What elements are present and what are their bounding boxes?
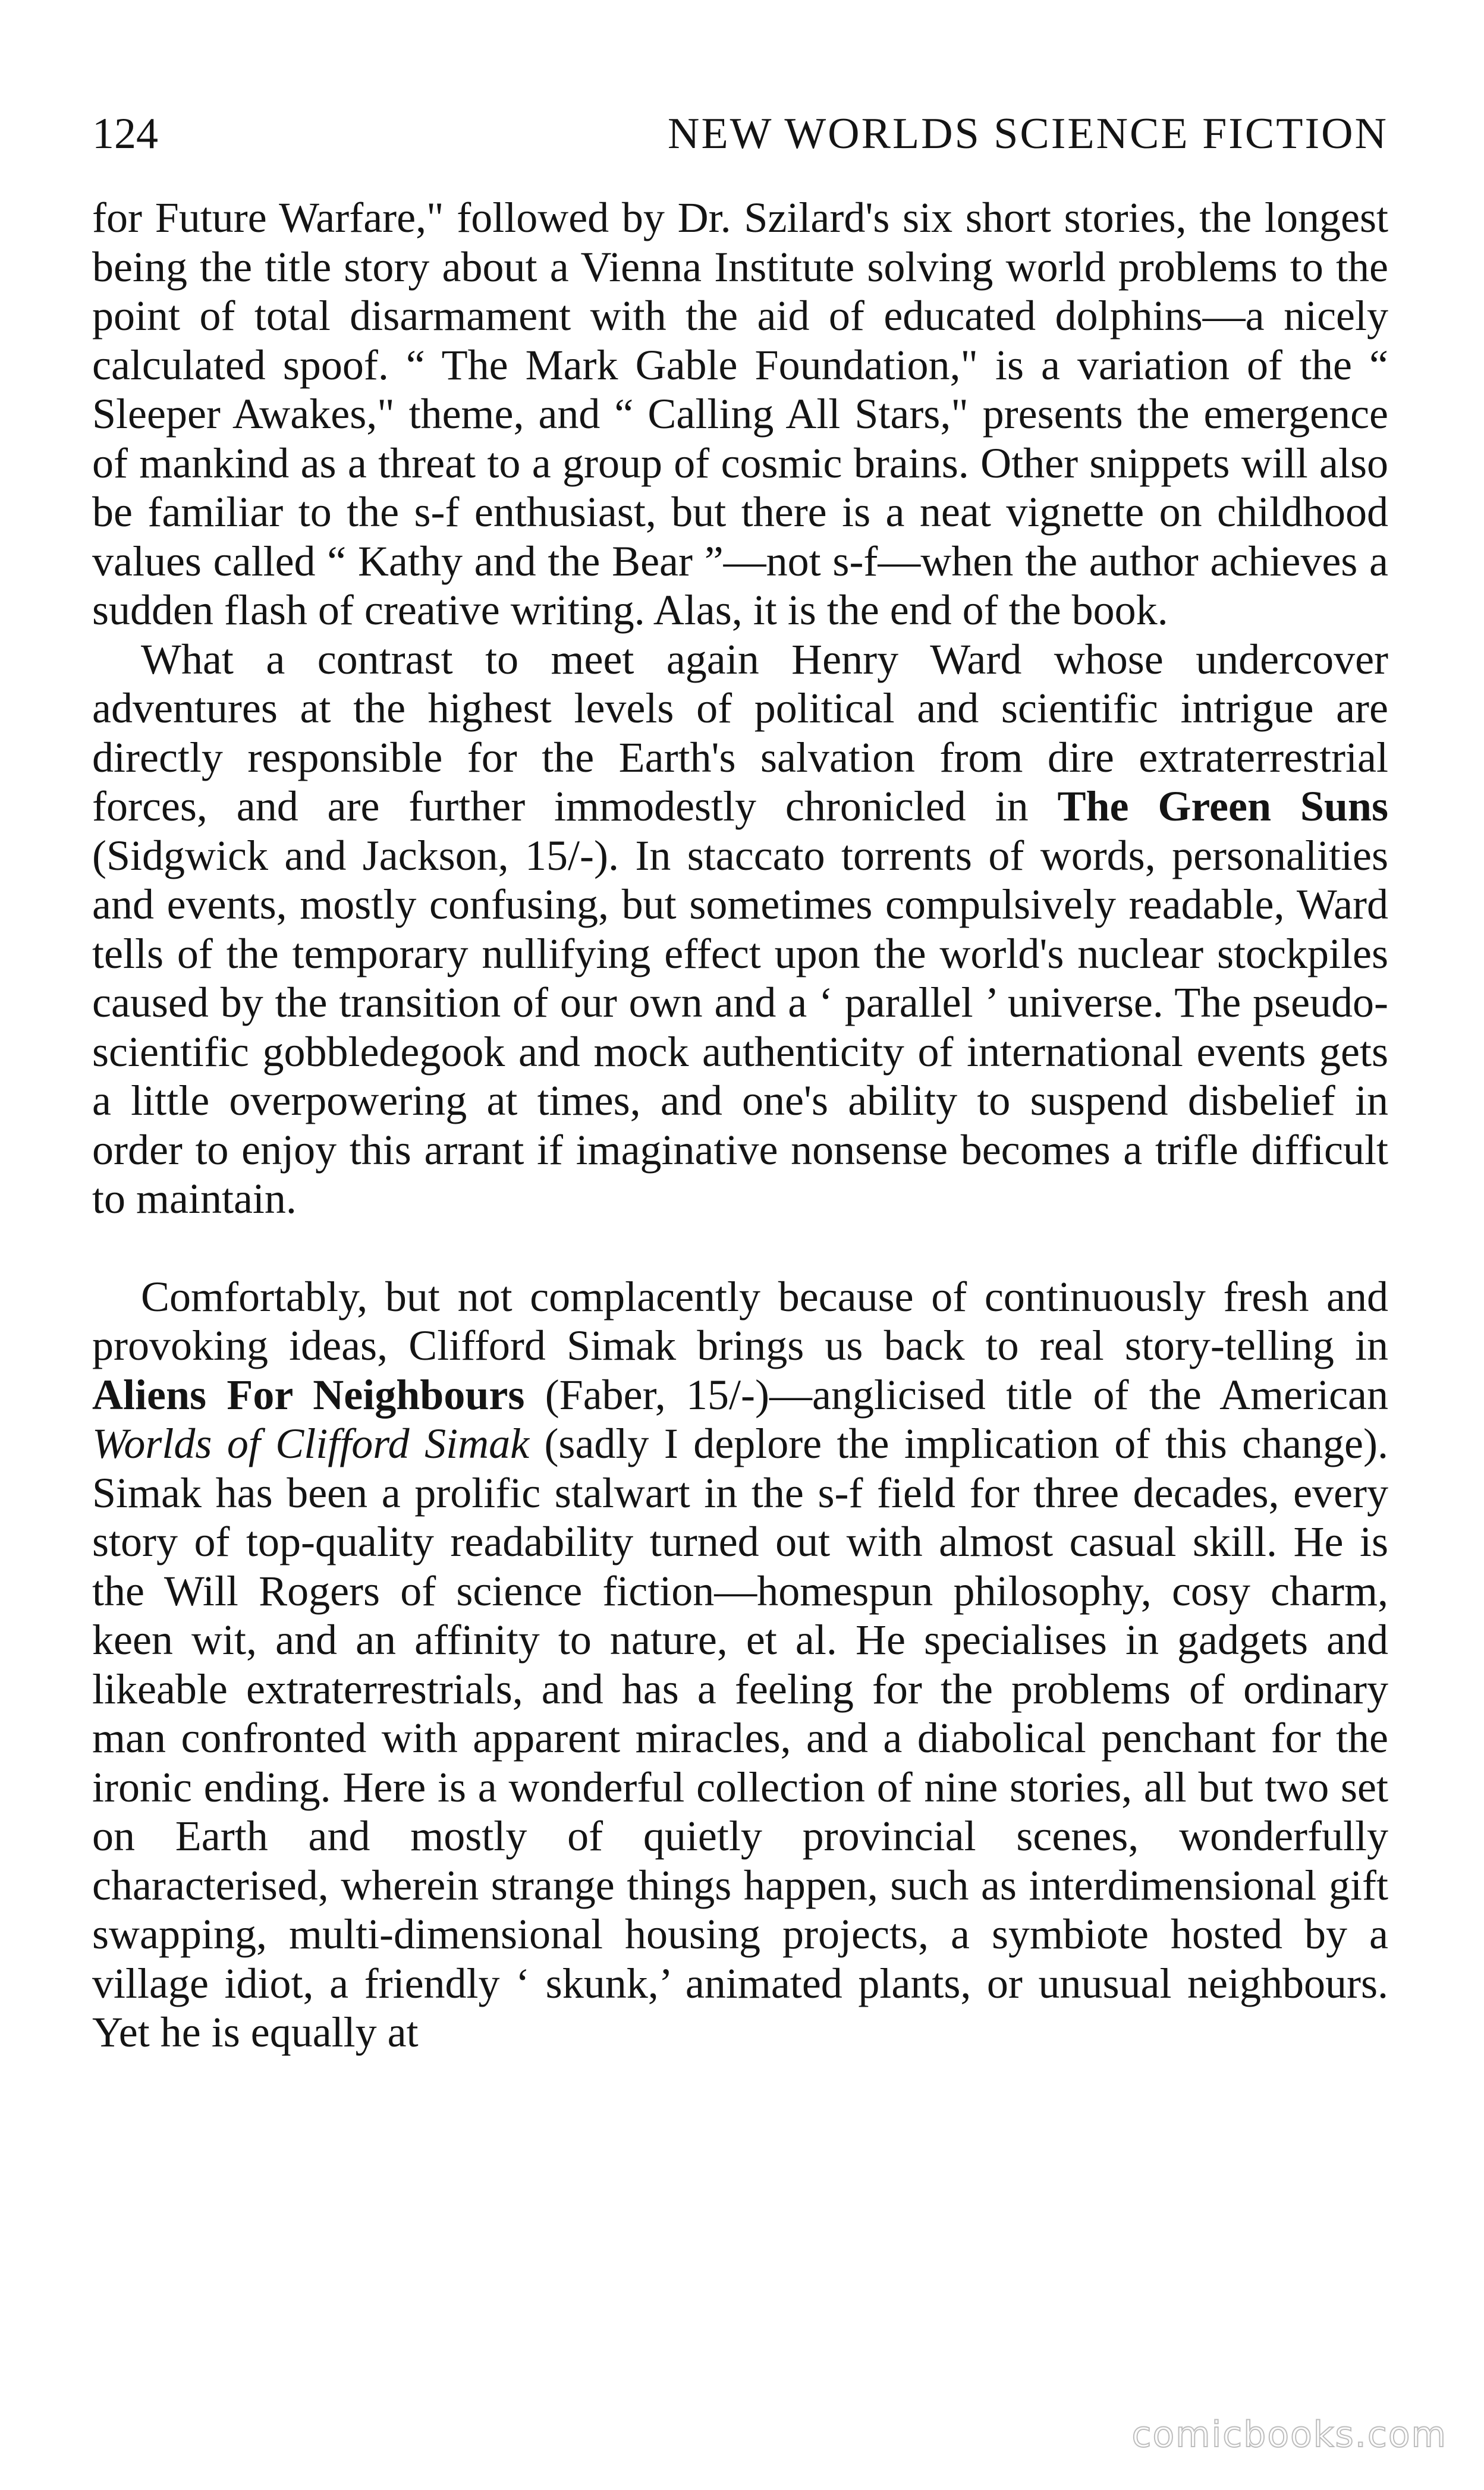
page-number: 124 — [92, 109, 158, 158]
paragraph-szilard-review — [92, 193, 1388, 635]
paragraph-green-suns-review — [92, 635, 1388, 1224]
paragraph-text: for Future Warfare," followed by Dr. Szilard's six short stories, the longest being the title story about a Vienna Institute solving world problems to the point of total disarmament with the aid of educated dolphins—a nicely calculated spoof. “ The Mark Gable Foundation," is a variation of the “ Sleeper Awakes," theme, and “ Calling All Stars," presents the emergence of mankind as a threat to a group of cosmic brains. Other snippets will also be familiar to the s-f enthusiast, but there is a neat vignette on childhood values called “ Kathy and the Bear ”—not s-f—when the author achieves a sudden flash of creative writing. Alas, it is the end of the book. — [92, 194, 1388, 634]
paragraph-text: What a contrast to meet again Henry Ward whose undercover adventures at the highest levels of political and scientific intrigue are directly responsible for the Earth's salvation from dire extraterrestrial forces, and are further immodestly chronicled in — [92, 635, 1388, 830]
paragraph-text: (sadly I deplore the implication of this change). Simak has been a prolific stalwart in the s-f field for three decades, every story of top-quality readability turned out with almost casual skill. He is the Will Rogers of science fiction—homespun philosophy, cosy charm, keen wit, and an affinity to nature, et al. He specialises in gadgets and likeable extraterrestrials, and has a feeling for the problems of ordinary man confronted with apparent miracles, and a diabolical penchant for the ironic ending. Here is a wonderful collection of nine stories, all but two set on Earth and mostly of quietly provincial scenes, wonderfully characterised, wherein strange things happen, such as interdimensional gift swapping, multi-dimensional housing projects, a symbiote hosted by a village idiot, a friendly ‘ skunk,’ animated plants, or unusual neighbours. Yet he is equally at — [92, 1420, 1388, 2056]
watermark: comicbooks.com — [1131, 2414, 1447, 2456]
book-title-aliens-for-neighbours: Aliens For Neighbours — [92, 1370, 525, 1419]
paragraph-text: (Faber, 15/-)—anglicised title of the American — [524, 1370, 1388, 1419]
running-head — [92, 101, 1388, 166]
journal-title: NEW WORLDS SCIENCE FICTION — [668, 109, 1388, 158]
paragraph-text: (Sidgwick and Jackson, 15/-). In staccato torrents of words, personalities and events, mostly confusing, but sometimes compulsively readable, Ward tells of the temporary nullifying effect upon the world's nuclear stockpiles caused by the transition of our own and a ‘ parallel ’ universe. The pseudo-scientific gobbledegook and mock authenticity of international events gets a little overpowering at times, and one's ability to suspend disbelief in order to enjoy this arrant if imaginative nonsense becomes a trifle difficult to maintain. — [92, 831, 1388, 1222]
review-body — [92, 193, 1388, 2057]
paragraph-text: Comfortably, but not complacently because of continuously fresh and provoking ideas, Clifford Simak brings us back to real story-telling in — [92, 1272, 1388, 1369]
book-title-green-suns: The Green Suns — [1057, 782, 1388, 830]
paragraph-simak-review — [92, 1272, 1388, 2057]
book-title-worlds-of-clifford-simak: Worlds of Clifford Simak — [92, 1420, 530, 1467]
